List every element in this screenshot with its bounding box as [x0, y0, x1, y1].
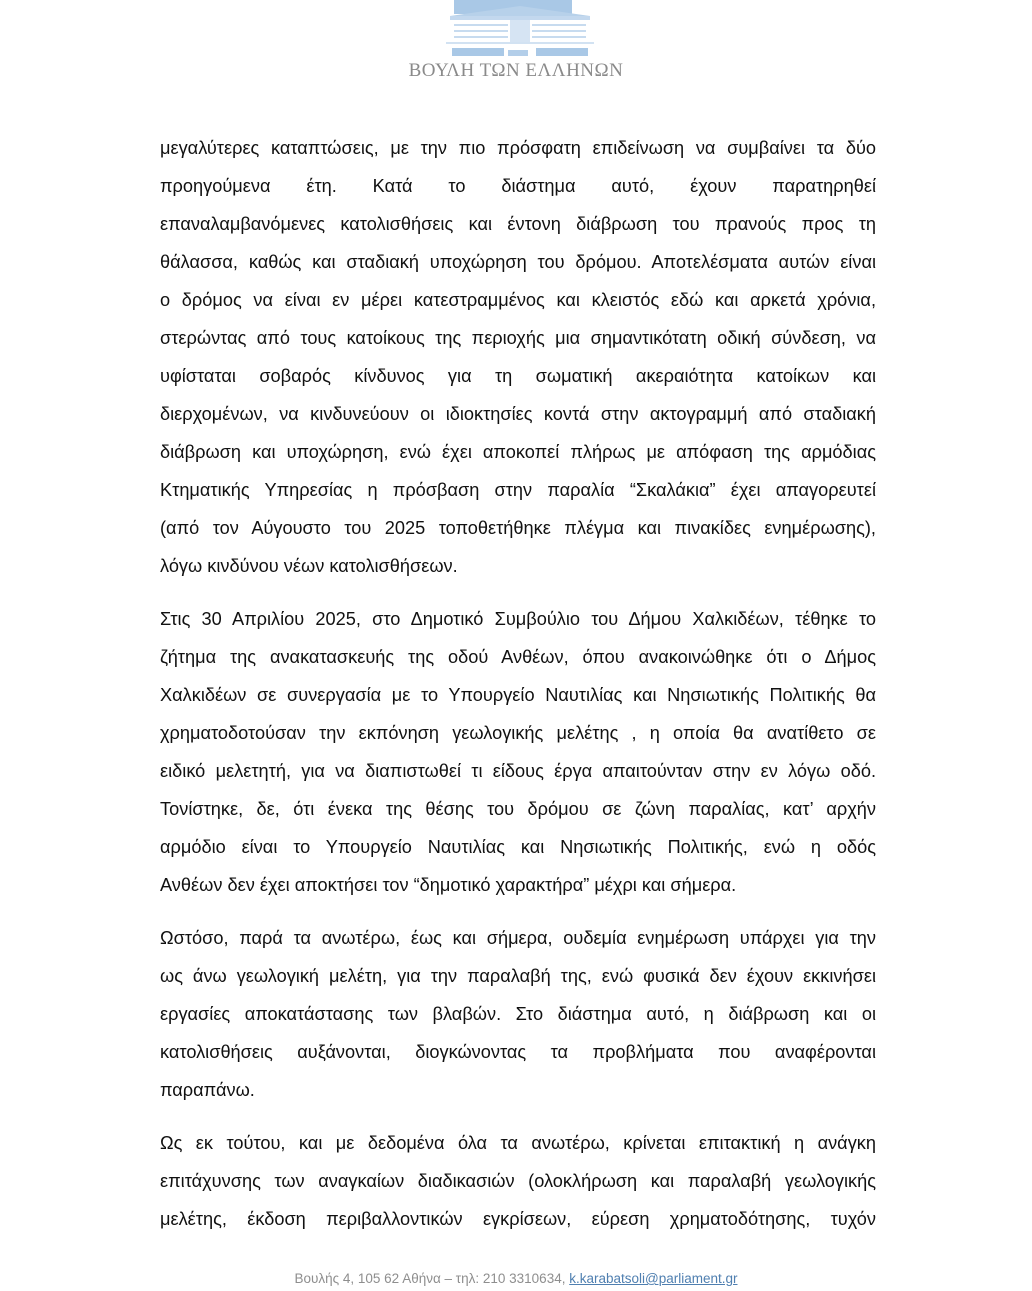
paragraph-3 [160, 922, 876, 1112]
text-line: επαναλαμβανόμενες κατολισθήσεις και έντονη διάβρωση του πρανούς προς τη [160, 214, 876, 234]
page-footer [0, 1271, 1032, 1286]
text-line: ως άνω γεωλογική μελέτη, για την παραλαβή της, ενώ φυσικά δεν έχουν εκκινήσει [160, 966, 876, 986]
text-line: υφίσταται σοβαρός κίνδυνος για τη σωματική ακεραιότητα κατοίκων και [160, 366, 876, 386]
text-line: κατολισθήσεις αυξάνονται, διογκώνοντας τα προβλήματα που αναφέρονται [160, 1042, 876, 1062]
text-line: ο δρόμος να είναι εν μέρει κατεστραμμένος και κλειστός εδώ και αρκετά χρόνια, [160, 290, 876, 310]
parliament-building-icon [440, 0, 600, 58]
text-line: θάλασσα, καθώς και σταδιακή υποχώρηση του δρόμου. Αποτελέσματα αυτών είναι [160, 252, 876, 272]
text-line: προηγούμενα έτη. Κατά το διάστημα αυτό, έχουν παρατηρηθεί [160, 176, 876, 196]
paragraph-2 [160, 603, 876, 907]
text-line: ειδικό μελετητή, για να διαπιστωθεί τι είδους έργα απαιτούνταν στην εν λόγω οδό. [160, 761, 876, 781]
text-line: Ανθέων δεν έχει αποκτήσει τον “δημοτικό χαρακτήρα” μέχρι και σήμερα. [160, 875, 737, 895]
paragraph-4 [160, 1127, 876, 1241]
text-line: επιτάχυνσης των αναγκαίων διαδικασιών (ολοκλήρωση και παραλαβή γεωλογικής [160, 1171, 876, 1191]
text-line: Ωστόσο, παρά τα ανωτέρω, έως και σήμερα, ουδεμία ενημέρωση υπάρχει για την [160, 928, 876, 948]
text-line: Χαλκιδέων σε συνεργασία με το Υπουργείο Ναυτιλίας και Νησιωτικής Πολιτικής θα [160, 685, 876, 705]
text-line: Τονίστηκε, δε, ότι ένεκα της θέσης του δρόμου σε ζώνη παραλίας, κατ’ αρχήν [160, 799, 876, 819]
text-line: (από τον Αύγουστο του 2025 τοποθετήθηκε πλέγμα και πινακίδες ενημέρωσης), [160, 518, 876, 538]
text-line: εργασίες αποκατάστασης των βλαβών. Στο διάστημα αυτό, η διάβρωση και οι [160, 1004, 876, 1024]
text-line: στερώντας από τους κατοίκους της περιοχής μια σημαντικότατη οδική σύνδεση, να [160, 328, 876, 348]
text-line: χρηματοδοτούσαν την εκπόνηση γεωλογικής μελέτης , η οποία θα ανατίθετο σε [160, 723, 876, 743]
text-line: Ως εκ τούτου, και με δεδομένα όλα τα ανωτέρω, κρίνεται επιτακτική η ανάγκη [160, 1133, 876, 1153]
text-line: διάβρωση και υποχώρηση, ενώ έχει αποκοπεί πλήρως με απόφαση της αρμόδιας [160, 442, 876, 462]
paragraph-1 [160, 132, 876, 588]
text-line: μεγαλύτερες καταπτώσεις, με την πιο πρόσφατη επιδείνωση να συμβαίνει τα δύο [160, 138, 876, 158]
text-line: Κτηματικής Υπηρεσίας η πρόσβαση στην παραλία “Σκαλάκια” έχει απαγορευτεί [160, 480, 876, 500]
footer-email-link[interactable]: k.karabatsoli@parliament.gr [569, 1271, 738, 1286]
text-line: παραπάνω. [160, 1080, 255, 1100]
text-line: Στις 30 Απριλίου 2025, στο Δημοτικό Συμβούλιο του Δήμου Χαλκιδέων, τέθηκε το [160, 609, 876, 629]
text-line: μελέτης, έκδοση περιβαλλοντικών εγκρίσεων, εύρεση χρηματοδότησης, τυχόν [160, 1209, 876, 1229]
document-body [160, 132, 876, 1256]
text-line: αρμόδιο είναι το Υπουργείο Ναυτιλίας και Νησιωτικής Πολιτικής, ενώ η οδός [160, 837, 876, 857]
text-line: ζήτημα της ανακατασκευής της οδού Ανθέων, όπου ανακοινώθηκε ότι ο Δήμος [160, 647, 876, 667]
footer-address: Βουλής 4, 105 62 Αθήνα – τηλ: 210 3310634, [294, 1271, 570, 1286]
text-line: λόγω κινδύνου νέων κατολισθήσεων. [160, 556, 458, 576]
logo-caption: ΒΟΥΛΗ ΤΩΝ ΕΛΛΗΝΩΝ [408, 60, 624, 81]
text-line: διερχομένων, να κινδυνεύουν οι ιδιοκτησίες κοντά στην ακτογραμμή από σταδιακή [160, 404, 876, 424]
